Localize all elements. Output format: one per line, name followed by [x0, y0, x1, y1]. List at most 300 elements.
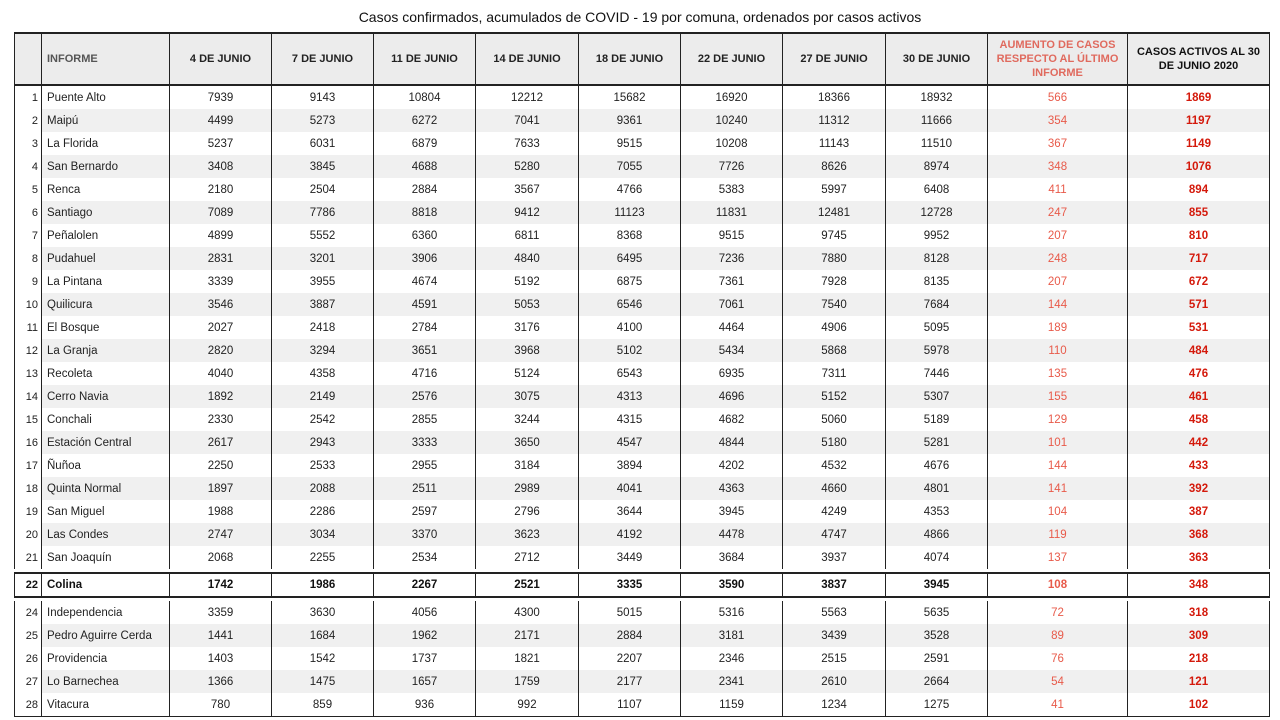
case-count: 1234: [783, 693, 886, 717]
row-index: 20: [15, 523, 42, 546]
increase-value: 411: [988, 178, 1128, 201]
increase-value: 207: [988, 270, 1128, 293]
case-count: 2330: [170, 408, 272, 431]
increase-value: 144: [988, 454, 1128, 477]
row-index: 8: [15, 247, 42, 270]
comuna-name: Cerro Navia: [42, 385, 170, 408]
table-row: [15, 454, 1270, 477]
case-count: 1821: [476, 647, 579, 670]
comuna-name: Peñalolen: [42, 224, 170, 247]
table-row: [15, 362, 1270, 385]
case-count: 11510: [886, 132, 988, 155]
case-count: 1962: [374, 624, 476, 647]
case-count: 4249: [783, 500, 886, 523]
case-count: 4192: [579, 523, 681, 546]
row-index: 12: [15, 339, 42, 362]
case-count: 1742: [170, 573, 272, 597]
row-index: 19: [15, 500, 42, 523]
case-count: 2511: [374, 477, 476, 500]
increase-value: 207: [988, 224, 1128, 247]
case-count: 2250: [170, 454, 272, 477]
case-count: 2534: [374, 546, 476, 569]
case-count: 5316: [681, 601, 783, 624]
active-cases-value: 433: [1128, 454, 1270, 477]
row-index: 28: [15, 693, 42, 717]
case-count: 7684: [886, 293, 988, 316]
case-count: 3945: [886, 573, 988, 597]
covid-cases-table: [14, 32, 1270, 717]
case-count: 3370: [374, 523, 476, 546]
active-cases-value: 368: [1128, 523, 1270, 546]
active-cases-value: 531: [1128, 316, 1270, 339]
case-count: 5280: [476, 155, 579, 178]
increase-value: 54: [988, 670, 1128, 693]
active-cases-value: 387: [1128, 500, 1270, 523]
active-cases-value: 1076: [1128, 155, 1270, 178]
increase-value: 144: [988, 293, 1128, 316]
case-count: 12728: [886, 201, 988, 224]
case-count: 7880: [783, 247, 886, 270]
case-count: 2591: [886, 647, 988, 670]
table-row: [15, 624, 1270, 647]
table-row: [15, 647, 1270, 670]
comuna-name: Colina: [42, 573, 170, 597]
case-count: 3650: [476, 431, 579, 454]
case-count: 9143: [272, 85, 374, 109]
case-count: 2177: [579, 670, 681, 693]
case-count: 2180: [170, 178, 272, 201]
case-count: 4674: [374, 270, 476, 293]
case-count: 3684: [681, 546, 783, 569]
case-count: 9515: [579, 132, 681, 155]
case-count: 2533: [272, 454, 374, 477]
comuna-name: Maipú: [42, 109, 170, 132]
case-count: 3894: [579, 454, 681, 477]
case-count: 1159: [681, 693, 783, 717]
increase-value: 247: [988, 201, 1128, 224]
case-count: 3968: [476, 339, 579, 362]
case-count: 4801: [886, 477, 988, 500]
case-count: 2171: [476, 624, 579, 647]
active-cases-value: 484: [1128, 339, 1270, 362]
case-count: 7726: [681, 155, 783, 178]
case-count: 780: [170, 693, 272, 717]
header-date: 27 DE JUNIO: [783, 33, 886, 85]
comuna-name: Estación Central: [42, 431, 170, 454]
table-row: [15, 546, 1270, 569]
active-cases-value: 309: [1128, 624, 1270, 647]
comuna-name: Puente Alto: [42, 85, 170, 109]
case-count: 1892: [170, 385, 272, 408]
row-index: 4: [15, 155, 42, 178]
comuna-name: El Bosque: [42, 316, 170, 339]
case-count: 6272: [374, 109, 476, 132]
case-count: 7089: [170, 201, 272, 224]
case-count: 2542: [272, 408, 374, 431]
increase-value: 110: [988, 339, 1128, 362]
case-count: 2418: [272, 316, 374, 339]
case-count: 2149: [272, 385, 374, 408]
comuna-name: Vitacura: [42, 693, 170, 717]
increase-value: 141: [988, 477, 1128, 500]
comuna-name: Recoleta: [42, 362, 170, 385]
case-count: 2796: [476, 500, 579, 523]
table-row: [15, 178, 1270, 201]
case-count: 7041: [476, 109, 579, 132]
case-count: 3339: [170, 270, 272, 293]
row-index: 25: [15, 624, 42, 647]
case-count: 4676: [886, 454, 988, 477]
active-cases-value: 810: [1128, 224, 1270, 247]
header-date: 22 DE JUNIO: [681, 33, 783, 85]
case-count: 6811: [476, 224, 579, 247]
case-count: 5635: [886, 601, 988, 624]
case-count: 3546: [170, 293, 272, 316]
case-count: 5563: [783, 601, 886, 624]
case-count: 3630: [272, 601, 374, 624]
increase-value: 155: [988, 385, 1128, 408]
case-count: 7311: [783, 362, 886, 385]
row-index: 15: [15, 408, 42, 431]
row-index: 11: [15, 316, 42, 339]
case-count: 8974: [886, 155, 988, 178]
case-count: 2617: [170, 431, 272, 454]
case-count: 3937: [783, 546, 886, 569]
case-count: 5281: [886, 431, 988, 454]
case-count: 5124: [476, 362, 579, 385]
header-date: 14 DE JUNIO: [476, 33, 579, 85]
case-count: 4313: [579, 385, 681, 408]
case-count: 2068: [170, 546, 272, 569]
case-count: 3075: [476, 385, 579, 408]
row-index: 2: [15, 109, 42, 132]
header-date: 18 DE JUNIO: [579, 33, 681, 85]
case-count: 1107: [579, 693, 681, 717]
comuna-name: Ñuñoa: [42, 454, 170, 477]
increase-value: 137: [988, 546, 1128, 569]
table-row: [15, 601, 1270, 624]
case-count: 2747: [170, 523, 272, 546]
case-count: 2664: [886, 670, 988, 693]
case-count: 3184: [476, 454, 579, 477]
row-index: 1: [15, 85, 42, 109]
case-count: 9745: [783, 224, 886, 247]
case-count: 3335: [579, 573, 681, 597]
comuna-name: Quinta Normal: [42, 477, 170, 500]
case-count: 5053: [476, 293, 579, 316]
case-count: 3623: [476, 523, 579, 546]
case-count: 4696: [681, 385, 783, 408]
case-count: 3887: [272, 293, 374, 316]
case-count: 12481: [783, 201, 886, 224]
increase-value: 367: [988, 132, 1128, 155]
case-count: 2831: [170, 247, 272, 270]
case-count: 9515: [681, 224, 783, 247]
case-count: 5189: [886, 408, 988, 431]
case-count: 1275: [886, 693, 988, 717]
case-count: 18366: [783, 85, 886, 109]
comuna-name: Pedro Aguirre Cerda: [42, 624, 170, 647]
case-count: 18932: [886, 85, 988, 109]
case-count: 2286: [272, 500, 374, 523]
row-index: 24: [15, 601, 42, 624]
row-index: 16: [15, 431, 42, 454]
case-count: 4899: [170, 224, 272, 247]
case-count: 4906: [783, 316, 886, 339]
case-count: 5978: [886, 339, 988, 362]
header-date: 30 DE JUNIO: [886, 33, 988, 85]
case-count: 7446: [886, 362, 988, 385]
page-title: Casos confirmados, acumulados de COVID - 19 por comuna, ordenados por casos activos: [358, 9, 922, 25]
case-count: 992: [476, 693, 579, 717]
case-count: 3244: [476, 408, 579, 431]
increase-value: 101: [988, 431, 1128, 454]
case-count: 5060: [783, 408, 886, 431]
active-cases-value: 348: [1128, 573, 1270, 597]
case-count: 5868: [783, 339, 886, 362]
header-date: 7 DE JUNIO: [272, 33, 374, 85]
case-count: 11143: [783, 132, 886, 155]
case-count: 2820: [170, 339, 272, 362]
case-count: 3176: [476, 316, 579, 339]
active-cases-value: 442: [1128, 431, 1270, 454]
comuna-name: Santiago: [42, 201, 170, 224]
case-count: 9361: [579, 109, 681, 132]
active-cases-value: 717: [1128, 247, 1270, 270]
active-cases-value: 1197: [1128, 109, 1270, 132]
case-count: 2341: [681, 670, 783, 693]
case-count: 6546: [579, 293, 681, 316]
increase-value: 76: [988, 647, 1128, 670]
case-count: 7236: [681, 247, 783, 270]
case-count: 8818: [374, 201, 476, 224]
case-count: 3439: [783, 624, 886, 647]
case-count: 5192: [476, 270, 579, 293]
case-count: 1441: [170, 624, 272, 647]
case-count: 3644: [579, 500, 681, 523]
table-body: [15, 85, 1270, 717]
case-count: 4040: [170, 362, 272, 385]
case-count: 12212: [476, 85, 579, 109]
case-count: 2267: [374, 573, 476, 597]
case-count: 11831: [681, 201, 783, 224]
case-count: 11123: [579, 201, 681, 224]
case-count: 3333: [374, 431, 476, 454]
case-count: 2088: [272, 477, 374, 500]
increase-value: 354: [988, 109, 1128, 132]
row-index: 10: [15, 293, 42, 316]
case-count: 3837: [783, 573, 886, 597]
case-count: 5997: [783, 178, 886, 201]
table-row: [15, 293, 1270, 316]
table-row: [15, 155, 1270, 178]
case-count: 4766: [579, 178, 681, 201]
case-count: 7061: [681, 293, 783, 316]
case-count: 4100: [579, 316, 681, 339]
case-count: 859: [272, 693, 374, 717]
increase-value: 248: [988, 247, 1128, 270]
increase-value: 119: [988, 523, 1128, 546]
row-index: 18: [15, 477, 42, 500]
highlighted-table-row: [15, 573, 1270, 597]
case-count: 2943: [272, 431, 374, 454]
case-count: 5102: [579, 339, 681, 362]
table-header-row: [15, 33, 1270, 85]
case-count: 3567: [476, 178, 579, 201]
case-count: 1737: [374, 647, 476, 670]
case-count: 4499: [170, 109, 272, 132]
case-count: 6879: [374, 132, 476, 155]
case-count: 7361: [681, 270, 783, 293]
case-count: 2955: [374, 454, 476, 477]
case-count: 3906: [374, 247, 476, 270]
case-count: 8626: [783, 155, 886, 178]
table-row: [15, 316, 1270, 339]
table-row: [15, 693, 1270, 717]
case-count: 7786: [272, 201, 374, 224]
row-index: 13: [15, 362, 42, 385]
case-count: 1657: [374, 670, 476, 693]
table-row: [15, 201, 1270, 224]
case-count: 16920: [681, 85, 783, 109]
case-count: 7633: [476, 132, 579, 155]
case-count: 3359: [170, 601, 272, 624]
row-index: 3: [15, 132, 42, 155]
case-count: 3181: [681, 624, 783, 647]
case-count: 10240: [681, 109, 783, 132]
case-count: 9412: [476, 201, 579, 224]
case-count: 6408: [886, 178, 988, 201]
comuna-name: San Joaquín: [42, 546, 170, 569]
case-count: 3408: [170, 155, 272, 178]
case-count: 4866: [886, 523, 988, 546]
increase-value: 104: [988, 500, 1128, 523]
case-count: 1542: [272, 647, 374, 670]
comuna-name: La Pintana: [42, 270, 170, 293]
increase-value: 129: [988, 408, 1128, 431]
row-index: 22: [15, 573, 42, 597]
case-count: 4478: [681, 523, 783, 546]
comuna-name: Independencia: [42, 601, 170, 624]
case-count: 5434: [681, 339, 783, 362]
case-count: 4315: [579, 408, 681, 431]
case-count: 3528: [886, 624, 988, 647]
row-index: 9: [15, 270, 42, 293]
case-count: 2346: [681, 647, 783, 670]
case-count: 4716: [374, 362, 476, 385]
case-count: 4056: [374, 601, 476, 624]
case-count: 7540: [783, 293, 886, 316]
case-count: 1759: [476, 670, 579, 693]
case-count: 2027: [170, 316, 272, 339]
case-count: 2207: [579, 647, 681, 670]
active-cases-value: 461: [1128, 385, 1270, 408]
active-cases-value: 476: [1128, 362, 1270, 385]
case-count: 2255: [272, 546, 374, 569]
case-count: 5015: [579, 601, 681, 624]
case-count: 1988: [170, 500, 272, 523]
comuna-name: Quilicura: [42, 293, 170, 316]
comuna-name: Renca: [42, 178, 170, 201]
case-count: 4840: [476, 247, 579, 270]
increase-value: 566: [988, 85, 1128, 109]
case-count: 7928: [783, 270, 886, 293]
case-count: 3294: [272, 339, 374, 362]
header-informe: INFORME: [42, 33, 170, 85]
increase-value: 72: [988, 601, 1128, 624]
case-count: 2884: [579, 624, 681, 647]
table-row: [15, 109, 1270, 132]
case-count: 4547: [579, 431, 681, 454]
case-count: 4591: [374, 293, 476, 316]
active-cases-value: 318: [1128, 601, 1270, 624]
active-cases-value: 855: [1128, 201, 1270, 224]
case-count: 3945: [681, 500, 783, 523]
table-row: [15, 523, 1270, 546]
comuna-name: Pudahuel: [42, 247, 170, 270]
case-count: 1475: [272, 670, 374, 693]
case-count: 1366: [170, 670, 272, 693]
case-count: 3034: [272, 523, 374, 546]
case-count: 1403: [170, 647, 272, 670]
increase-value: 135: [988, 362, 1128, 385]
comuna-name: La Granja: [42, 339, 170, 362]
case-count: 5237: [170, 132, 272, 155]
increase-value: 41: [988, 693, 1128, 717]
case-count: 7055: [579, 155, 681, 178]
row-index: 7: [15, 224, 42, 247]
case-count: 6875: [579, 270, 681, 293]
case-count: 1684: [272, 624, 374, 647]
case-count: 6031: [272, 132, 374, 155]
table-row: [15, 270, 1270, 293]
header-date: 11 DE JUNIO: [374, 33, 476, 85]
row-index: 17: [15, 454, 42, 477]
active-cases-value: 1149: [1128, 132, 1270, 155]
case-count: 4363: [681, 477, 783, 500]
comuna-name: Lo Barnechea: [42, 670, 170, 693]
case-count: 11312: [783, 109, 886, 132]
row-index: 26: [15, 647, 42, 670]
case-count: 8135: [886, 270, 988, 293]
comuna-name: La Florida: [42, 132, 170, 155]
table-row: [15, 247, 1270, 270]
comuna-name: Conchali: [42, 408, 170, 431]
active-cases-value: 102: [1128, 693, 1270, 717]
header-increase: AUMENTO DE CASOS RESPECTO AL ÚLTIMO INFORME: [988, 33, 1128, 85]
case-count: 4660: [783, 477, 886, 500]
case-count: 936: [374, 693, 476, 717]
case-count: 6495: [579, 247, 681, 270]
header-date: 4 DE JUNIO: [170, 33, 272, 85]
case-count: 4041: [579, 477, 681, 500]
case-count: 6935: [681, 362, 783, 385]
case-count: 4688: [374, 155, 476, 178]
table-row: [15, 224, 1270, 247]
active-cases-value: 1869: [1128, 85, 1270, 109]
header-index: [15, 33, 42, 85]
case-count: 2712: [476, 546, 579, 569]
case-count: 4747: [783, 523, 886, 546]
case-count: 3590: [681, 573, 783, 597]
comuna-name: Providencia: [42, 647, 170, 670]
case-count: 2521: [476, 573, 579, 597]
case-count: 4464: [681, 316, 783, 339]
case-count: 2597: [374, 500, 476, 523]
case-count: 6543: [579, 362, 681, 385]
active-cases-value: 894: [1128, 178, 1270, 201]
case-count: 2610: [783, 670, 886, 693]
